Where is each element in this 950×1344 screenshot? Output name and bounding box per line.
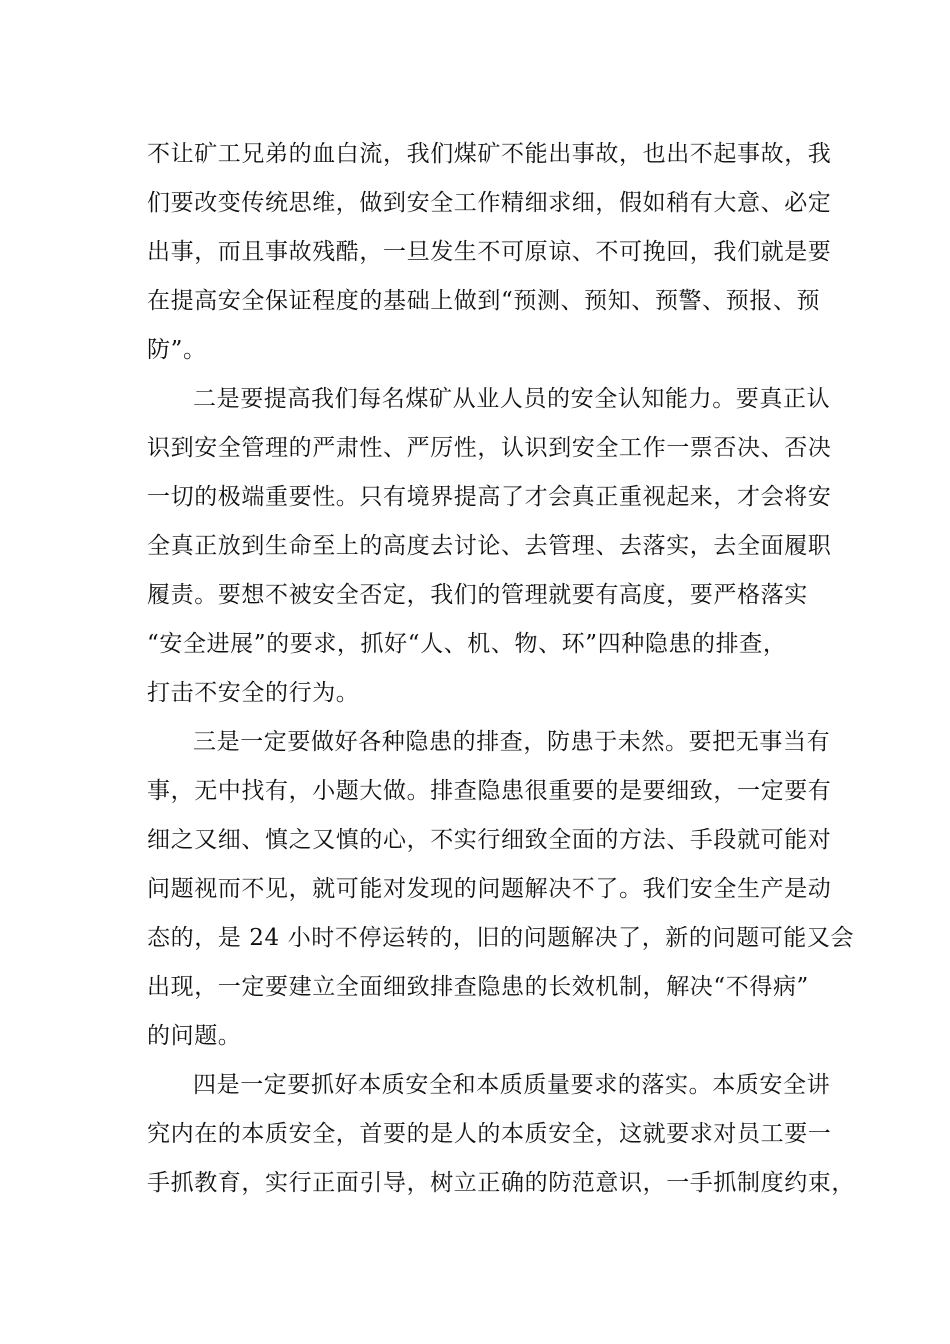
text-line: 细之又细、慎之又慎的心，不实行细致全面的方法、手段就可能对: [147, 827, 832, 853]
text-line: 不让矿工兄弟的血白流，我们煤矿不能出事故，也出不起事故，我: [147, 141, 832, 167]
text-line: 出事，而且事故残酷，一旦发生不可原谅、不可挽回，我们就是要: [147, 239, 832, 265]
document-body: [147, 130, 855, 1208]
text-line: 在提高安全保证程度的基础上做到“预测、预知、预警、预报、预: [147, 288, 821, 314]
text-line: 们要改变传统思维，做到安全工作精细求细，假如稍有大意、必定: [147, 190, 832, 216]
text-line: 问题视而不见，就可能对发现的问题解决不了。我们安全生产是动: [147, 876, 832, 902]
text-line: 四是一定要抓好本质安全和本质质量要求的落实。本质安全讲: [193, 1072, 831, 1098]
text-line: 一切的极端重要性。只有境界提高了才会真正重视起来，才会将安: [147, 484, 832, 510]
paragraph-4: [147, 1061, 855, 1208]
text-line: “安全进展”的要求，抓好“人、机、物、环”四种隐患的排查，: [147, 631, 787, 657]
paragraph-3: [147, 718, 855, 1061]
paragraph-2: [147, 375, 832, 718]
text-line: 的问题。: [147, 1023, 242, 1049]
text-line: 手抓教育，实行正面引导，树立正确的防范意识，一手抓制度约束，: [147, 1170, 855, 1196]
text-line: 态的，是 24 小时不停运转的，旧的问题解决了，新的问题可能又会: [147, 925, 855, 951]
text-line: 防”。: [147, 337, 207, 363]
paragraph-1: [147, 130, 832, 375]
text-line: 事，无中找有，小题大做。排查隐患很重要的是要细致，一定要有: [147, 778, 832, 804]
text-line: 究内在的本质安全，首要的是人的本质安全，这就要求对员工要一: [147, 1121, 832, 1147]
text-line: 履责。要想不被安全否定，我们的管理就要有高度，要严格落实: [147, 582, 808, 608]
text-line: 识到安全管理的严肃性、严厉性，认识到安全工作一票否决、否决: [147, 435, 832, 461]
text-line: 全真正放到生命至上的高度去讨论、去管理、去落实，去全面履职: [147, 533, 832, 559]
text-line: 打击不安全的行为。: [147, 680, 360, 706]
text-line: 三是一定要做好各种隐患的排查，防患于未然。要把无事当有: [193, 729, 831, 755]
text-line: 二是要提高我们每名煤矿从业人员的安全认知能力。要真正认: [193, 386, 831, 412]
text-line: 出现，一定要建立全面细致排查隐患的长效机制，解决“不得病”: [147, 974, 809, 1000]
